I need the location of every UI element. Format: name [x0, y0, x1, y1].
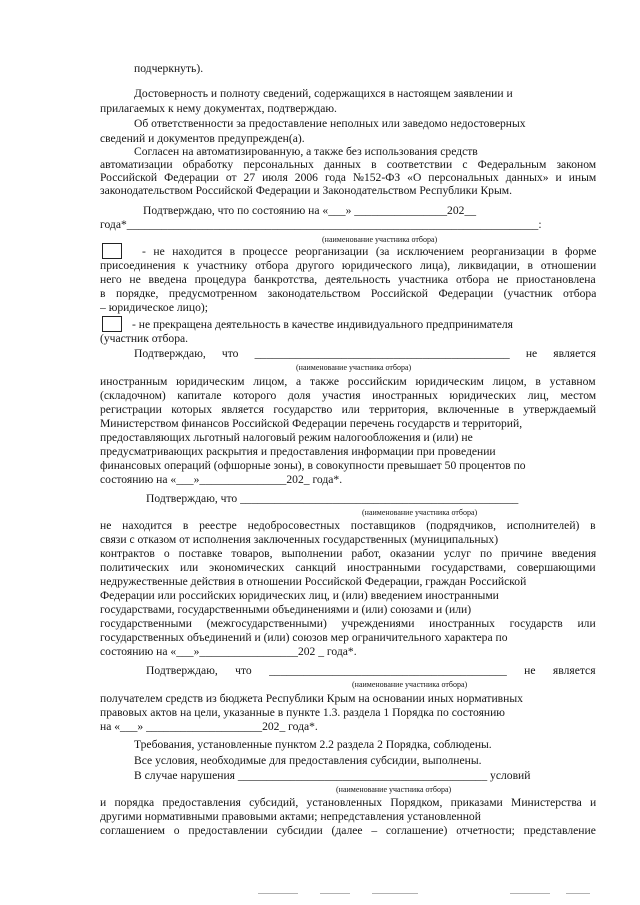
- text-line: Федерации или российских юридических лиц, и (или) введением иностранными: [100, 589, 499, 602]
- text-line: в порядке, предусмотренном законодательством Российской Федерации (участник отбора: [100, 287, 596, 300]
- field-caption: (наименование участника отбора): [362, 508, 478, 517]
- text-line: недружественные действия в отношении Российской Федерации, граждан Российской: [100, 575, 527, 588]
- text-line: Все условия, необходимые для предоставления субсидии, выполнены.: [134, 754, 482, 767]
- text-line: сведений и документов предупрежден(а).: [100, 132, 305, 145]
- text-line: не находится в реестре недобросовестных поставщиков (подрядчиков, исполнителей) в: [100, 519, 596, 532]
- text-line: регистрации которых является государство или территория, включенные в утверждаемый: [100, 403, 596, 416]
- text-line: – юридическое лицо);: [100, 301, 208, 314]
- text-line: него не введена процедура банкротства, деятельность участника отбора не приостановлена: [100, 273, 596, 286]
- scan-artifact: [320, 893, 350, 894]
- text-line: Подтверждаю, что по состоянию на «___» ________________202__: [143, 204, 477, 217]
- text-line: В случае нарушения ___________________________________________ условий: [134, 769, 531, 782]
- text-line: автоматизации обработку персональных данных в соответствии с Федеральным законом: [100, 158, 596, 171]
- text-line: законодательством Российской Федерации и Законодательством Республики Крым.: [100, 184, 512, 197]
- checkbox-not-reorganized[interactable]: [102, 243, 122, 259]
- text-line: года*_______________________________________________________________________:: [100, 218, 542, 231]
- text-line: соглашением о предоставлении субсидии (далее – соглашение) отчетности; представление: [100, 824, 596, 837]
- field-caption: (наименование участника отбора): [352, 680, 468, 689]
- text-line: другими нормативными правовыми актами; непредставления установленной: [100, 810, 481, 823]
- text-line: Российской Федерации от 27 июля 2006 года №152-ФЗ «О персональных данных» и иным: [100, 171, 596, 184]
- scan-artifact: [372, 893, 418, 894]
- text-line: подчеркнуть).: [134, 62, 204, 75]
- text-line: политических или экономических санкций иностранными государствами, совершающими: [100, 561, 596, 574]
- field-caption: (наименование участника отбора): [322, 235, 438, 244]
- text-line: Подтверждаю, что ________________________________________________: [146, 492, 519, 505]
- text-line: государственных объединений и (или) союзов мер ограничительного характера по: [100, 631, 508, 644]
- text-line: Требования, установленные пунктом 2.2 раздела 2 Порядка, соблюдены.: [134, 738, 492, 751]
- text-line: прилагаемых к нему документах, подтверждаю.: [100, 102, 337, 115]
- text-line: Об ответственности за предоставление неполных или заведомо недостоверных: [134, 117, 526, 130]
- text-line: Достоверность и полноту сведений, содержащихся в настоящем заявлении и: [134, 87, 513, 100]
- text-line: - не прекращена деятельность в качестве индивидуального предпринимателя: [132, 318, 514, 331]
- text-line: (складочном) капитале которого доля участия иностранных юридических лиц, местом: [100, 389, 596, 402]
- text-line: Подтверждаю, что _________________________________________ не является: [146, 664, 596, 677]
- text-line: Согласен на автоматизированную, а также без использования средств: [134, 145, 478, 158]
- field-caption: (наименование участника отбора): [336, 785, 452, 794]
- text-line: предоставляющих льготный налоговый режим налогообложения и (или) не: [100, 431, 473, 444]
- text-line: присоединения к участнику отбора другого юридического лица), ликвидации, в отношении: [100, 259, 596, 272]
- text-line: Министерством финансов Российской Федерации перечень государств и территорий,: [100, 417, 523, 430]
- text-line: государствами, государственными объединениями и (или) союзами и (или): [100, 603, 472, 616]
- text-line: правовых актов на цели, указанные в пункте 1.3. раздела 1 Порядка по состоянию: [100, 706, 505, 719]
- text-line: и порядка предоставления субсидий, установленных Порядком, приказами Министерства и: [100, 796, 596, 809]
- text-line: связи с отказом от исполнения заключенных государственных (муниципальных): [100, 533, 499, 546]
- checkbox-not-terminated[interactable]: [102, 316, 122, 332]
- text-line: государственными (межгосударственными) учреждениями иностранных государств или: [100, 617, 596, 630]
- text-line: на «___» ____________________202_ года*.: [100, 720, 318, 733]
- text-line: предусматривающих раскрытия и предоставления информации при проведении: [100, 445, 496, 458]
- text-line: (участник отбора.: [100, 332, 189, 345]
- text-line: Подтверждаю, что ____________________________________________ не является: [134, 347, 596, 360]
- text-line: контрактов о поставке товаров, выполнении работ, оказании услуг по причине введения: [100, 547, 596, 560]
- field-caption: (наименование участника отбора): [296, 363, 412, 372]
- scan-artifact: [510, 893, 550, 894]
- text-line: получателем средств из бюджета Республики Крым на основании иных нормативных: [100, 692, 523, 705]
- text-line: состоянию на «___»_________________202 _ года*.: [100, 645, 357, 658]
- text-line: иностранным юридическим лицом, а также российским юридическим лицом, в уставном: [100, 375, 596, 388]
- text-line: финансовых операций (офшорные зоны), в совокупности превышает 50 процентов по: [100, 459, 526, 472]
- scan-artifact: [258, 893, 298, 894]
- scan-artifact: [566, 893, 590, 894]
- text-line: - не находится в процессе реорганизации (за исключением реорганизации в форме: [142, 245, 597, 258]
- text-line: состоянию на «___»_______________202_ года*.: [100, 473, 343, 486]
